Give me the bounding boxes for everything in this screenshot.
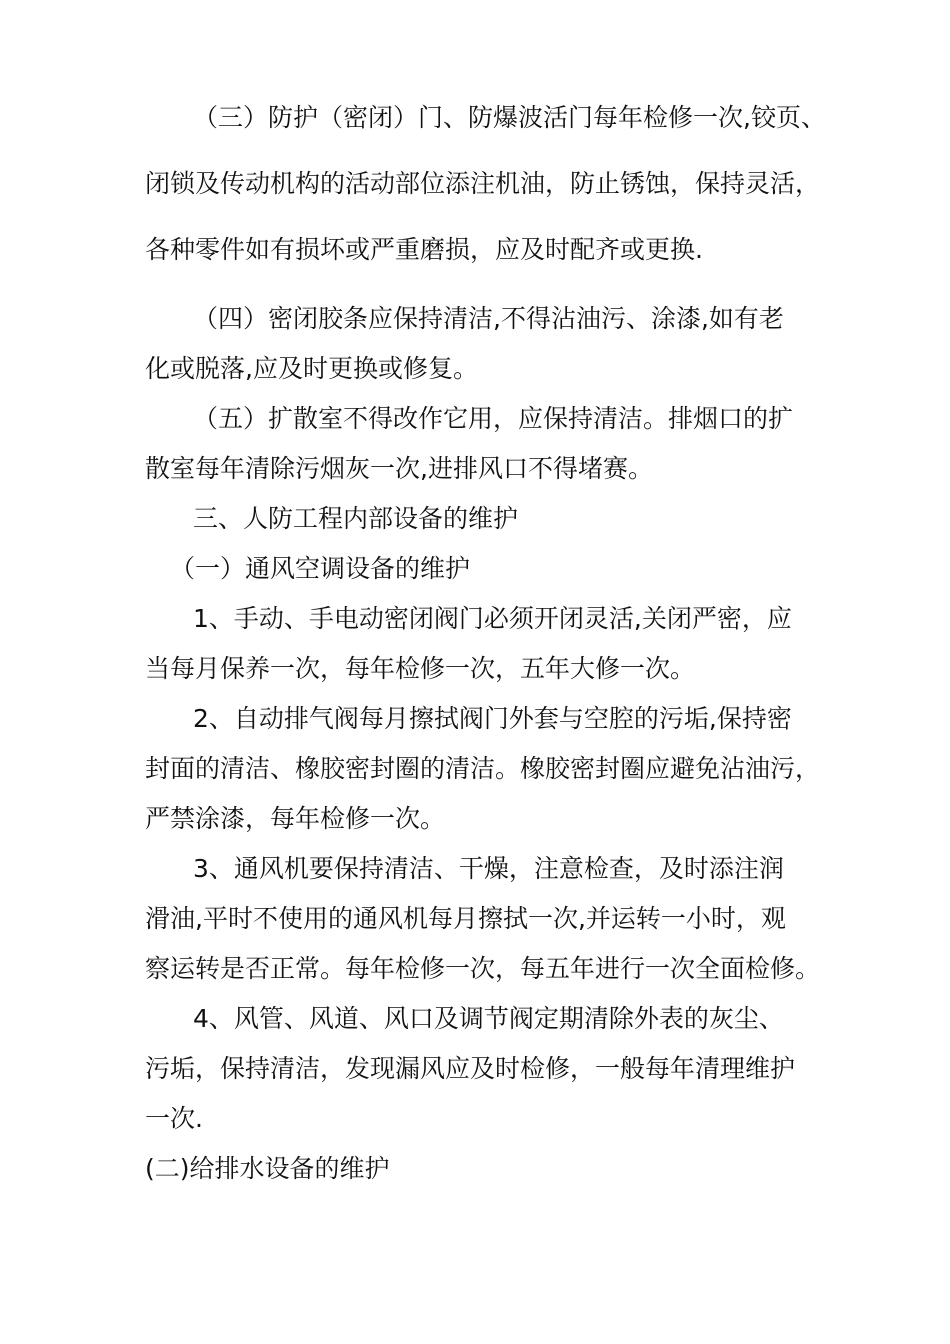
subsection-heading: (二)给排水设备的维护	[145, 1154, 390, 1183]
text-line: 察运转是否正常。每年检修一次，每五年进行一次全面检修。	[145, 954, 821, 983]
text-line: 污垢，保持清洁，发现漏风应及时检修，一般每年清理维护	[145, 1054, 796, 1083]
section-heading: 三、人防工程内部设备的维护	[193, 504, 519, 533]
text-line: （四）密闭胶条应保持清洁,不得沾油污、涂漆,如有老	[193, 304, 784, 333]
text-line: 一次.	[145, 1104, 203, 1133]
text-line: 散室每年清除污烟灰一次,进排风口不得堵赛。	[145, 454, 653, 483]
text-line: 当每月保养一次，每年检修一次，五年大修一次。	[145, 654, 696, 683]
text-line: 严禁涂漆，每年检修一次。	[145, 804, 446, 833]
text-line: 3、通风机要保持清洁、干燥，注意检查，及时添注润	[193, 854, 784, 883]
text-line: （五）扩散室不得改作它用，应保持清洁。排烟口的扩	[193, 404, 794, 433]
text-line: 化或脱落,应及时更换或修复。	[145, 354, 478, 383]
text-line: 闭锁及传动机构的活动部位添注机油，防止锈蚀，保持灵活，	[145, 169, 821, 198]
text-line: 4、风管、风道、风口及调节阀定期清除外表的灰尘、	[193, 1004, 784, 1033]
text-line: 滑油,平时不使用的通风机每月擦拭一次,并运转一小时，观	[145, 904, 786, 933]
text-line: 封面的清洁、橡胶密封圈的清洁。橡胶密封圈应避免沾油污，	[145, 754, 821, 783]
text-line: 2、自动排气阀每月擦拭阀门外套与空腔的污垢,保持密	[193, 704, 792, 733]
text-line: 1、手动、手电动密闭阀门必须开闭灵活,关闭严密，应	[193, 604, 792, 633]
subsection-heading: （一）通风空调设备的维护	[170, 554, 471, 583]
text-line: （三）防护（密闭）门、防爆波活门每年检修一次,铰页、	[193, 103, 826, 132]
text-line: 各种零件如有损坏或严重磨损，应及时配齐或更换.	[145, 235, 703, 264]
